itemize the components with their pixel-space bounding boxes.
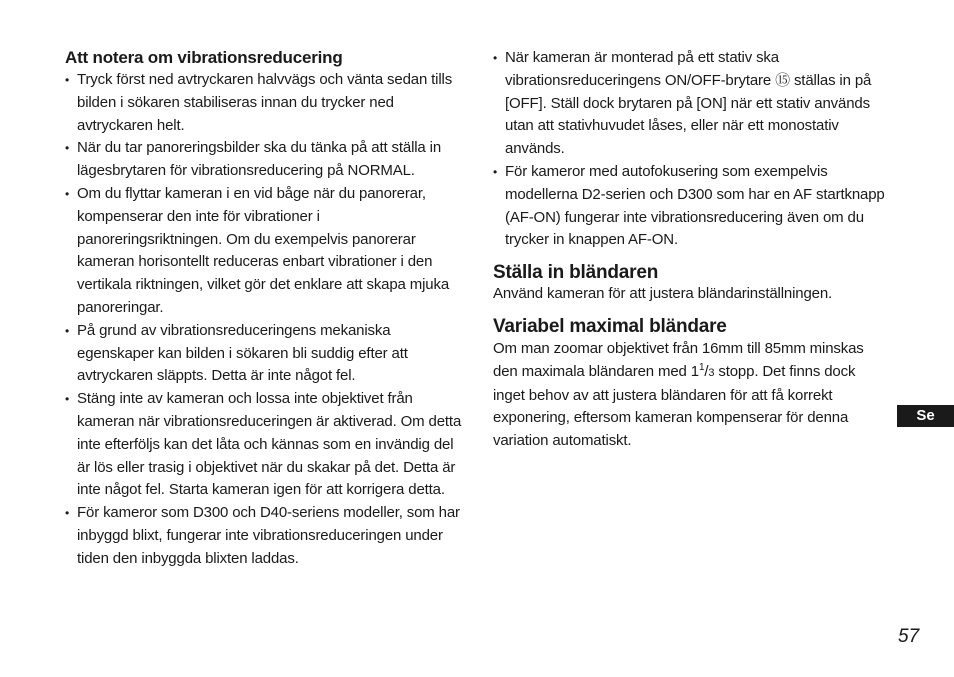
list-item: • På grund av vibrationsreduceringens mekaniska egenskaper kan bilden i sökaren bli suddig efter att avtryckaren släppts. Detta är inte något fel. <box>65 320 463 388</box>
aperture-setting-text: Använd kameran för att justera bländarinställningen. <box>493 285 833 302</box>
aperture-setting-heading: Ställa in bländaren <box>493 262 659 283</box>
list-item: • När kameran är monterad på ett stativ ska vibrationsreduceringens ON/OFF-brytare ⑮ ställas in på [OFF]. Ställ dock brytaren på [ON] när ett stativ används utan att stativhuvudet låses, eller när ett monostativ används. <box>493 47 889 161</box>
list-item: • För kameror med autofokusering som exempelvis modellerna D2-serien och D300 som har en AF startknapp (AF-ON) fungerar inte vibrationsreducering även om du trycker in knappen AF-ON. <box>493 161 889 252</box>
list-item: • När du tar panoreringsbilder ska du tänka på att ställa in lägesbrytaren för vibrationsreducering på NORMAL. <box>65 137 463 183</box>
fraction-denominator: 3 <box>708 366 715 379</box>
variable-max-aperture-heading: Variabel maximal bländare <box>493 316 727 337</box>
fraction-numerator: 1 <box>698 361 705 373</box>
variable-text-after: stopp. Det finns dock inget behov av att justera bländaren för att få korrekt exponering, eftersom kameran kompenserar för denna variation automatiskt. <box>493 362 856 450</box>
vibration-reduction-notes-list-continued <box>493 47 889 252</box>
variable-text-before: Om man zoomar objektivet från 16mm till 85mm minskas den maximala bländaren med 1 <box>493 340 864 380</box>
language-tab: Se <box>897 405 954 427</box>
variable-max-aperture-text <box>493 338 891 453</box>
vibration-reduction-notes-list <box>65 69 463 571</box>
fraction-slash: / <box>704 362 709 380</box>
list-item: • Tryck först ned avtryckaren halvvägs och vänta sedan tills bilden i sökaren stabiliseras innan du trycker ned avtryckaren helt. <box>65 69 463 137</box>
list-item: • För kameror som D300 och D40-seriens modeller, som har inbyggd blixt, fungerar inte vibrationsreduceringen under tiden den inbyggda blixten laddas. <box>65 502 463 570</box>
list-item: • Om du flyttar kameran i en vid båge när du panorerar, kompenserar den inte för vibrationer i panoreringsriktningen. Om du exempelvis panorerar kameran horisontellt reduceras enbart vibrationer i den vertikala riktningen, vilket gör det enklare att skapa mjuka panoreringar. <box>65 183 463 320</box>
vibration-reduction-notes-heading: Att notera om vibrationsreducering <box>65 48 343 67</box>
page-number: 57 <box>898 626 920 647</box>
list-item: • Stäng inte av kameran och lossa inte objektivet från kameran när vibrationsreduceringen är aktiverad. Om detta inte efterföljs kan det låta och kännas som en invändig del är lös eller trasig i objektivet när du skakar på det. Detta är inte något fel. Starta kameran igen för att korrigera detta. <box>65 388 463 502</box>
